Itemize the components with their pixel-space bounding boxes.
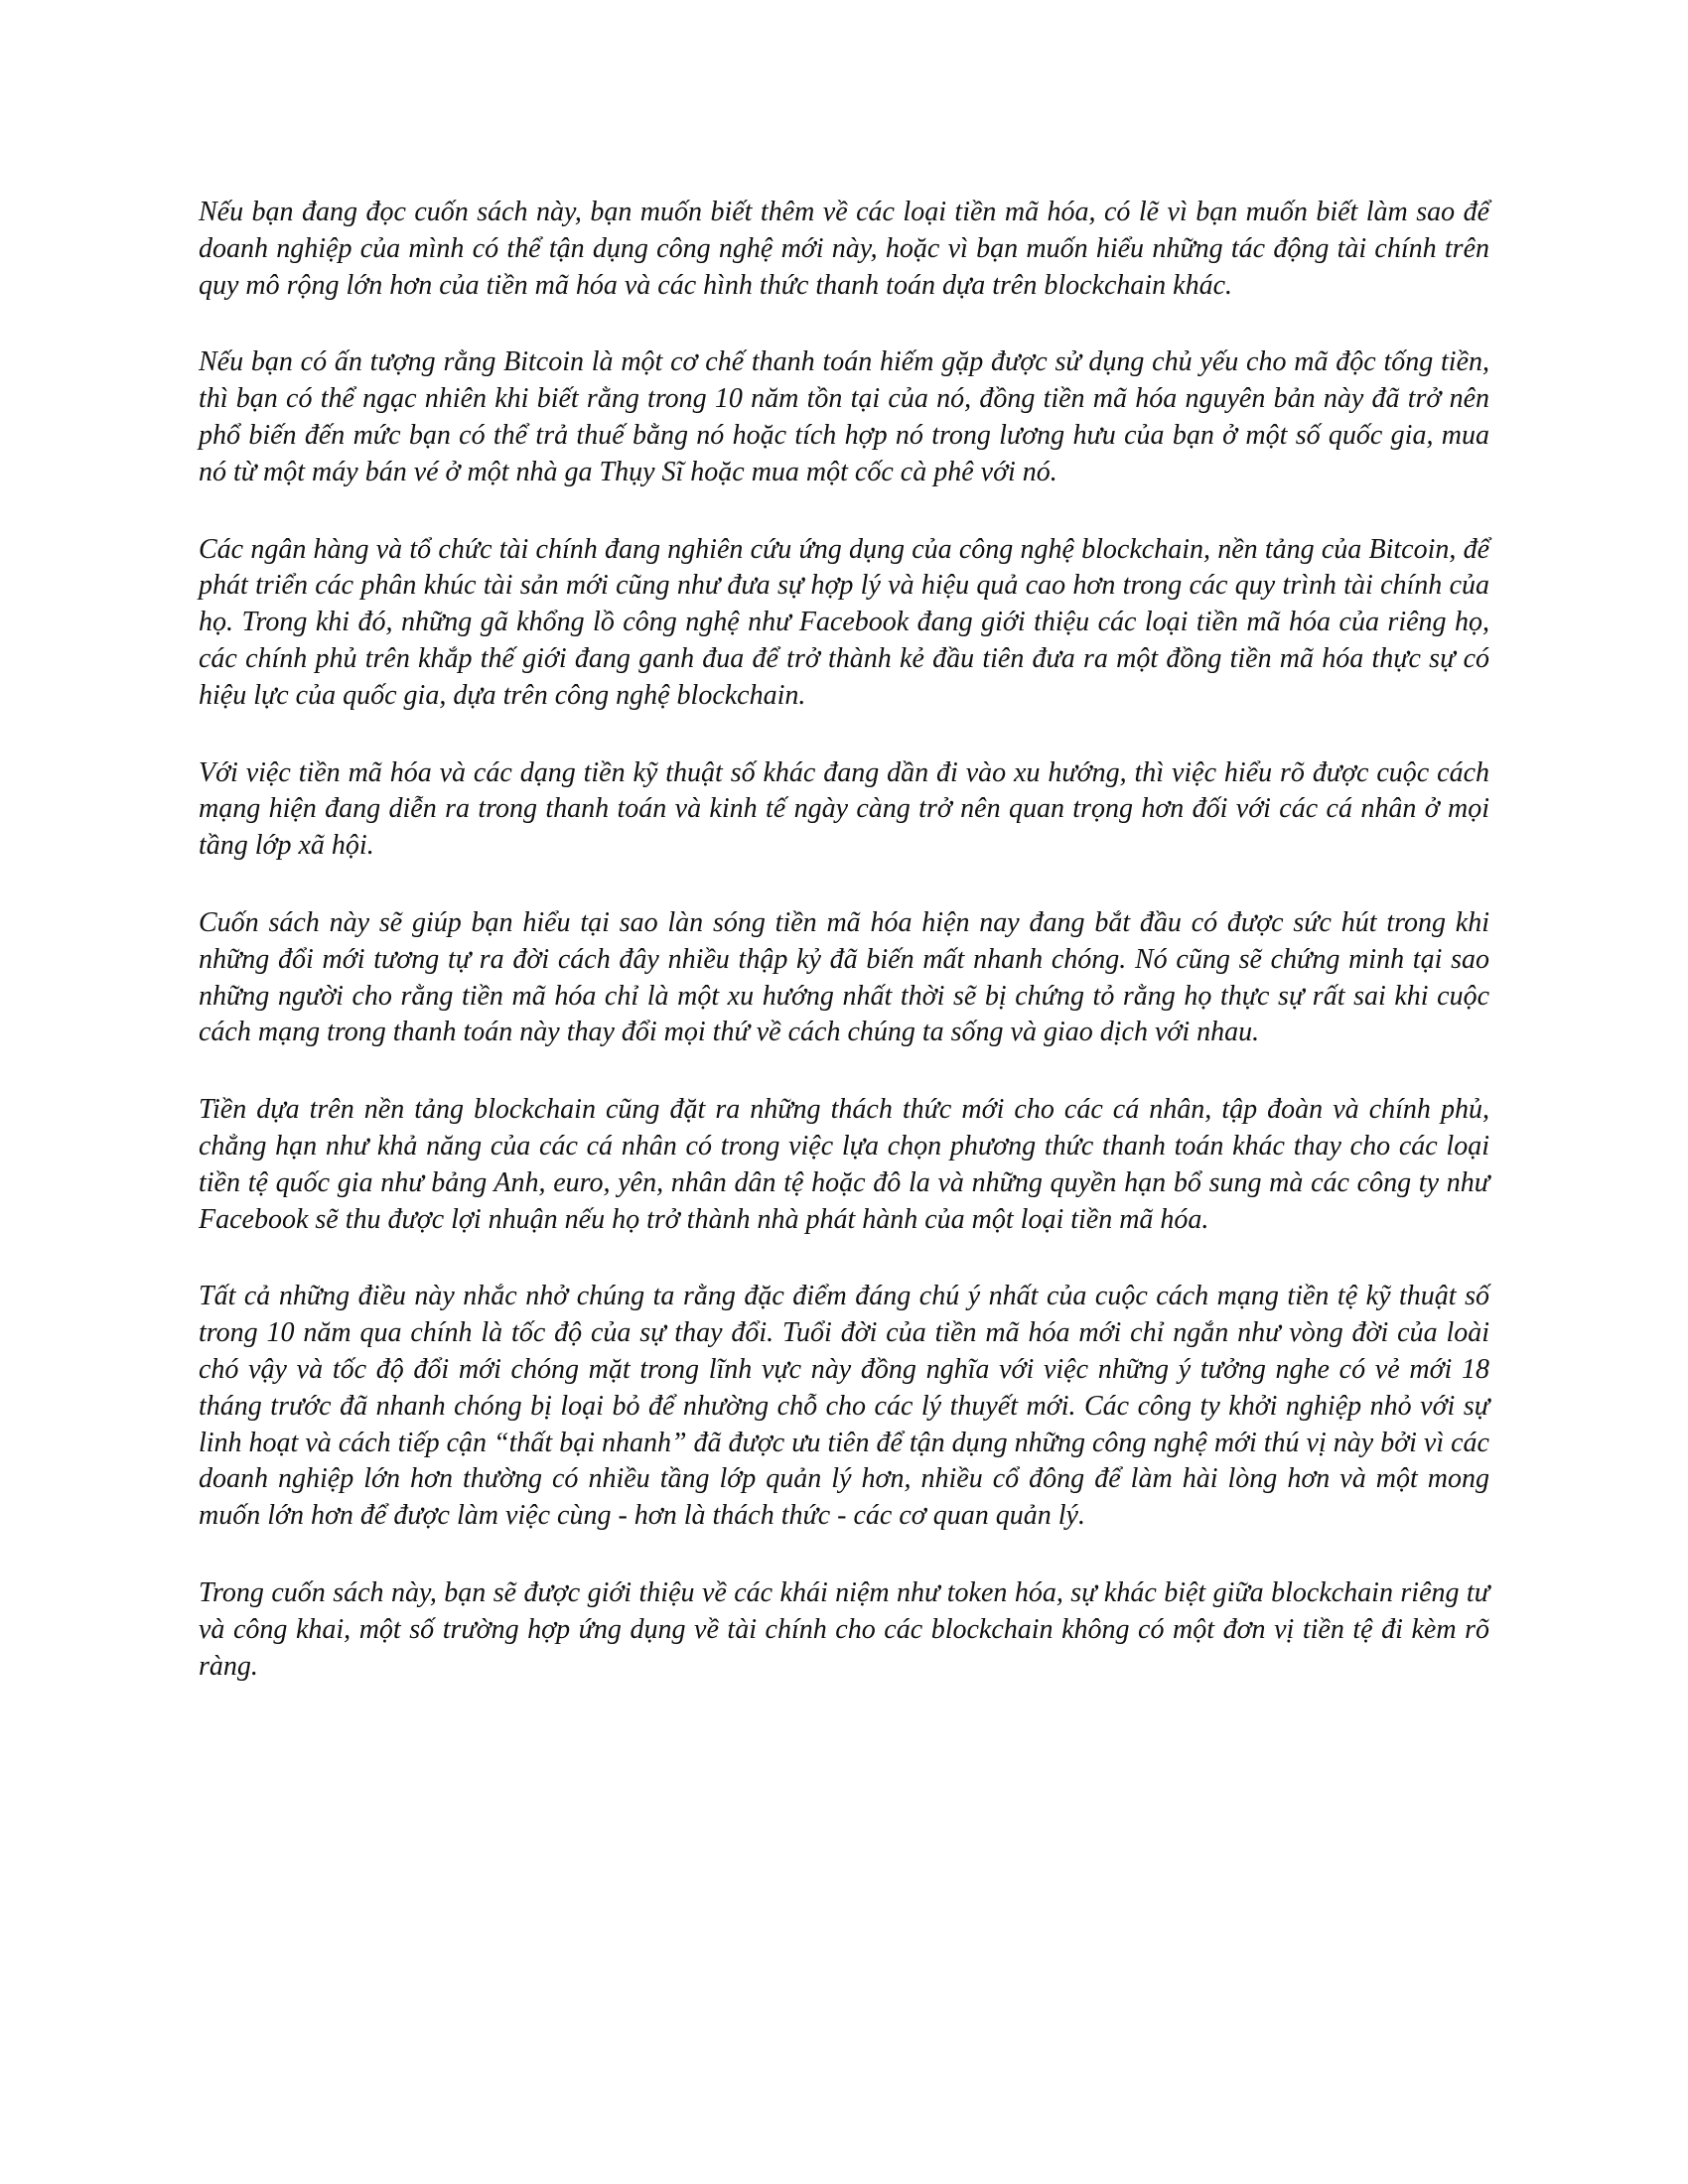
paragraph-5: Cuốn sách này sẽ giúp bạn hiểu tại sao làn sóng tiền mã hóa hiện nay đang bắt đầu có được sức hút trong khi những đổi mới tương tự ra đời cách đây nhiều thập kỷ đã biến mất nhanh chóng. Nó cũng sẽ chứng minh tại sao những người cho rằng tiền mã hóa chỉ là một xu hướng nhất thời sẽ bị chứng tỏ rằng họ thực sự rất sai khi cuộc cách mạng trong thanh toán này thay đổi mọi thứ về cách chúng ta sống và giao dịch với nhau. xyxy=(199,906,1489,1048)
document-body xyxy=(199,195,1489,1725)
paragraph-1: Nếu bạn đang đọc cuốn sách này, bạn muốn biết thêm về các loại tiền mã hóa, có lẽ vì bạn muốn biết làm sao để doanh nghiệp của mình có thể tận dụng công nghệ mới này, hoặc vì bạn muốn hiểu những tác động tài chính trên quy mô rộng lớn hơn của tiền mã hóa và các hình thức thanh toán dựa trên blockchain khác. xyxy=(199,197,1489,301)
paragraph-3: Các ngân hàng và tổ chức tài chính đang nghiên cứu ứng dụng của công nghệ blockchain, nền tảng của Bitcoin, để phát triển các phân khúc tài sản mới cũng như đưa sự hợp lý và hiệu quả cao hơn trong các quy trình tài chính của họ. Trong khi đó, những gã khổng lồ công nghệ như Facebook đang giới thiệu các loại tiền mã hóa của riêng họ, các chính phủ trên khắp thế giới đang ganh đua để trở thành kẻ đầu tiên đưa ra một đồng tiền mã hóa thực sự có hiệu lực của quốc gia, dựa trên công nghệ blockchain. xyxy=(199,533,1489,711)
paragraph-7: Tất cả những điều này nhắc nhở chúng ta rằng đặc điểm đáng chú ý nhất của cuộc cách mạng tiền tệ kỹ thuật số trong 10 năm qua chính là tốc độ của sự thay đổi. Tuổi đời của tiền mã hóa mới chỉ ngắn như vòng đời của loài chó vậy và tốc độ đổi mới chóng mặt trong lĩnh vực này đồng nghĩa với việc những ý tưởng nghe có vẻ mới 18 tháng trước đã nhanh chóng bị loại bỏ để nhường chỗ cho các lý thuyết mới. Các công ty khởi nghiệp nhỏ với sự linh hoạt và cách tiếp cận “thất bại nhanh” đã được ưu tiên để tận dụng những công nghệ mới thú vị này bởi vì các doanh nghiệp lớn hơn thường có nhiều tầng lớp quản lý hơn, nhiều cổ đông để làm hài lòng hơn và một mong muốn lớn hơn để được làm việc cùng - hơn là thách thức - các cơ quan quản lý. xyxy=(199,1281,1489,1532)
paragraph-8: Trong cuốn sách này, bạn sẽ được giới thiệu về các khái niệm như token hóa, sự khác biệt giữa blockchain riêng tư và công khai, một số trường hợp ứng dụng về tài chính cho các blockchain không có một đơn vị tiền tệ đi kèm rõ ràng. xyxy=(199,1576,1489,1682)
paragraph-2: Nếu bạn có ấn tượng rằng Bitcoin là một cơ chế thanh toán hiếm gặp được sử dụng chủ yếu cho mã độc tống tiền, thì bạn có thể ngạc nhiên khi biết rằng trong 10 năm tồn tại của nó, đồng tiền mã hóa nguyên bản này đã trở nên phổ biến đến mức bạn có thể trả thuế bằng nó hoặc tích hợp nó trong lương hưu của bạn ở một số quốc gia, mua nó từ một máy bán vé ở một nhà ga Thụy Sĩ hoặc mua một cốc cà phê với nó. xyxy=(199,346,1489,487)
paragraph-4: Với việc tiền mã hóa và các dạng tiền kỹ thuật số khác đang dần đi vào xu hướng, thì việc hiểu rõ được cuộc cách mạng hiện đang diễn ra trong thanh toán và kinh tế ngày càng trở nên quan trọng hơn đối với các cá nhân ở mọi tầng lớp xã hội. xyxy=(199,756,1489,862)
paragraph-6: Tiền dựa trên nền tảng blockchain cũng đặt ra những thách thức mới cho các cá nhân, tập đoàn và chính phủ, chẳng hạn như khả năng của các cá nhân có trong việc lựa chọn phương thức thanh toán khác thay cho các loại tiền tệ quốc gia như bảng Anh, euro, yên, nhân dân tệ hoặc đô la và những quyền hạn bổ sung mà các công ty như Facebook sẽ thu được lợi nhuận nếu họ trở thành nhà phát hành của một loại tiền mã hóa. xyxy=(199,1094,1489,1235)
